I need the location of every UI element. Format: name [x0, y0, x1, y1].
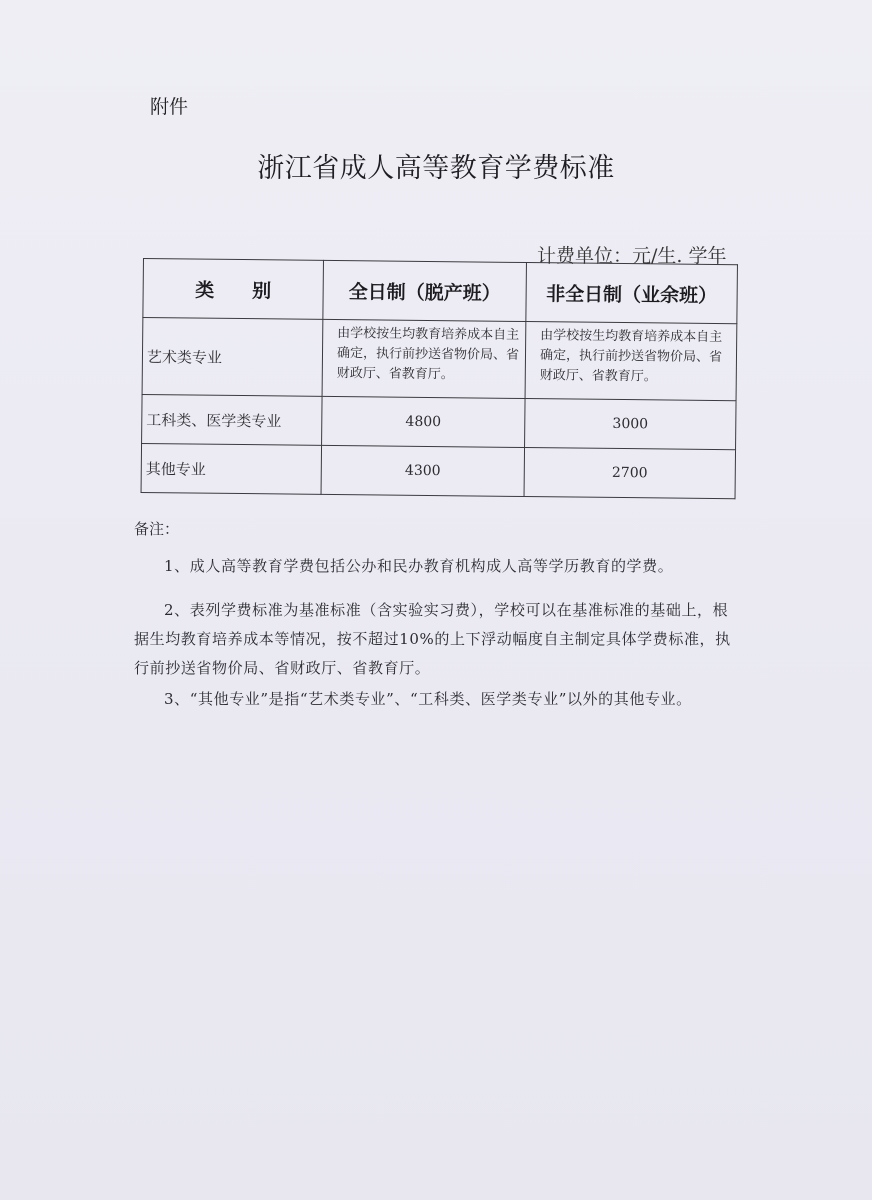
table-header-row [143, 259, 738, 324]
remark-item: 3、“其他专业”是指“艺术类专业”、“工科类、医学类专业”以外的其他专业。 [164, 690, 692, 708]
row-category: 其他专业 [141, 443, 322, 494]
row-parttime-value: 2700 [524, 448, 736, 499]
table-row [142, 394, 736, 449]
row-parttime-value: 3000 [525, 399, 737, 450]
row-fulltime-value: 4300 [321, 445, 525, 496]
remark-item: 1、成人高等教育学费包括公办和民办教育机构成人高等学历教育的学费。 [164, 557, 674, 575]
row-category: 艺术类专业 [142, 318, 323, 397]
fee-table [141, 258, 738, 499]
billing-unit: 计费单位：元/生. 学年 [537, 245, 727, 267]
header-category: 类 别 [143, 259, 324, 320]
page-title: 浙江省成人高等教育学费标准 [257, 153, 615, 184]
remarks-label: 备注： [134, 520, 180, 538]
row-fulltime-value: 由学校按生均教育培养成本自主确定，执行前抄送省物价局、省财政厅、省教育厅。 [322, 319, 526, 398]
table-row [141, 443, 735, 498]
remark-item: 2、表列学费标准为基准标准（含实验实习费），学校可以在基准标准的基础上，根据生均教育培养成本等情况，按不超过10%的上下浮动幅度自主制定具体学费标准，执行前抄送省物价局、省财政厅、省教育厅。 [134, 601, 731, 677]
row-category: 工科类、医学类专业 [142, 394, 323, 445]
header-parttime: 非全日制（业余班） [526, 263, 738, 324]
attachment-label: 附件 [150, 96, 189, 118]
row-fulltime-value: 4800 [322, 396, 526, 447]
row-parttime-value: 由学校按生均教育培养成本自主确定，执行前抄送省物价局、省财政厅、省教育厅。 [525, 322, 737, 401]
table-row [142, 318, 737, 401]
header-fulltime: 全日制（脱产班） [323, 260, 527, 321]
